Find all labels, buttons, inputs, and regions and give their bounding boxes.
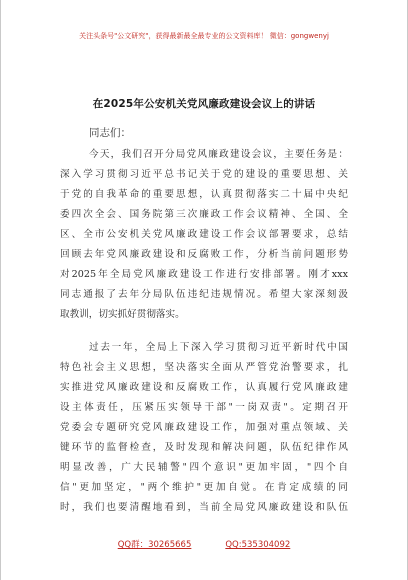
paragraph-2-line: 特色社会主义思想，坚决落实全面从严管党治警要求，扎: [60, 362, 348, 373]
paragraph-1-line: 区、全市公安机关党风廉政建设工作会议部署要求，总结: [60, 229, 348, 240]
paragraph-1-line: 对2025年全局党风廉政建设工作进行安排部署。刚才xxx: [60, 269, 348, 280]
header-promo-note: 关注头条号"公文研究"，获得最新最全最专业的公文资料库！ 微信：gongwenyj: [79, 32, 329, 40]
paragraph-1-line: 取教训，切实抓好贯彻落实。: [60, 309, 185, 320]
paragraph-1-line: 于党的自我革命的重要思想，认真贯彻落实二十届中央纪: [60, 189, 348, 200]
paragraph-1-line: 深入学习贯彻习近平总书记关于党的建设的重要思想、关: [60, 169, 348, 180]
paragraph-2-line: 实推进党风廉政建设和反腐败工作，认真履行党风廉政建: [60, 382, 348, 393]
paragraph-1-line: 同志通报了去年分局队伍违纪违规情况。希望大家深刻汲: [60, 289, 348, 300]
paragraph-2-line: 时，我们也要清醒地看到，当前全局党风廉政建设和队伍: [60, 502, 348, 513]
paragraph-1-line: 今天，我们召开分局党风廉政建设会议，主要任务是：: [89, 149, 348, 160]
footer-contact: [1, 538, 407, 550]
paragraph-1-line: 委四次全会、国务院第三次廉政工作会议精神、全国、全: [60, 209, 348, 220]
salutation: 同志们：: [89, 127, 131, 139]
footer-qq-group-link[interactable]: QQ群：30265665: [117, 540, 192, 550]
paragraph-2-line: 设主体责任，压紧压实领导干部"一岗双责"。定期召开: [60, 402, 348, 413]
paragraph-2-line: 过去一年，全局上下深入学习贯彻习近平新时代中国: [89, 342, 348, 353]
paragraph-1-line: 回顾去年党风廉政建设和反腐败工作，分析当前问题形势: [60, 249, 348, 260]
paragraph-2-line: 党委会专题研究党风廉政建设工作，加强对重点领域、关: [60, 422, 348, 433]
paragraph-2-line: 明显改善，广大民辅警"四个意识"更加牢固，"四个自: [60, 462, 348, 473]
document-title: 在2025年公安机关党风廉政建设会议上的讲话: [92, 98, 316, 110]
paragraph-2-line: 信"更加坚定，"两个维护"更加自觉。在肯定成绩的同: [60, 482, 348, 493]
paragraph-2-line: 键环节的监督检查，及时发现和解决问题，队伍纪律作风: [60, 442, 348, 453]
footer-qq-contact-link[interactable]: QQ:535304092: [225, 540, 291, 550]
